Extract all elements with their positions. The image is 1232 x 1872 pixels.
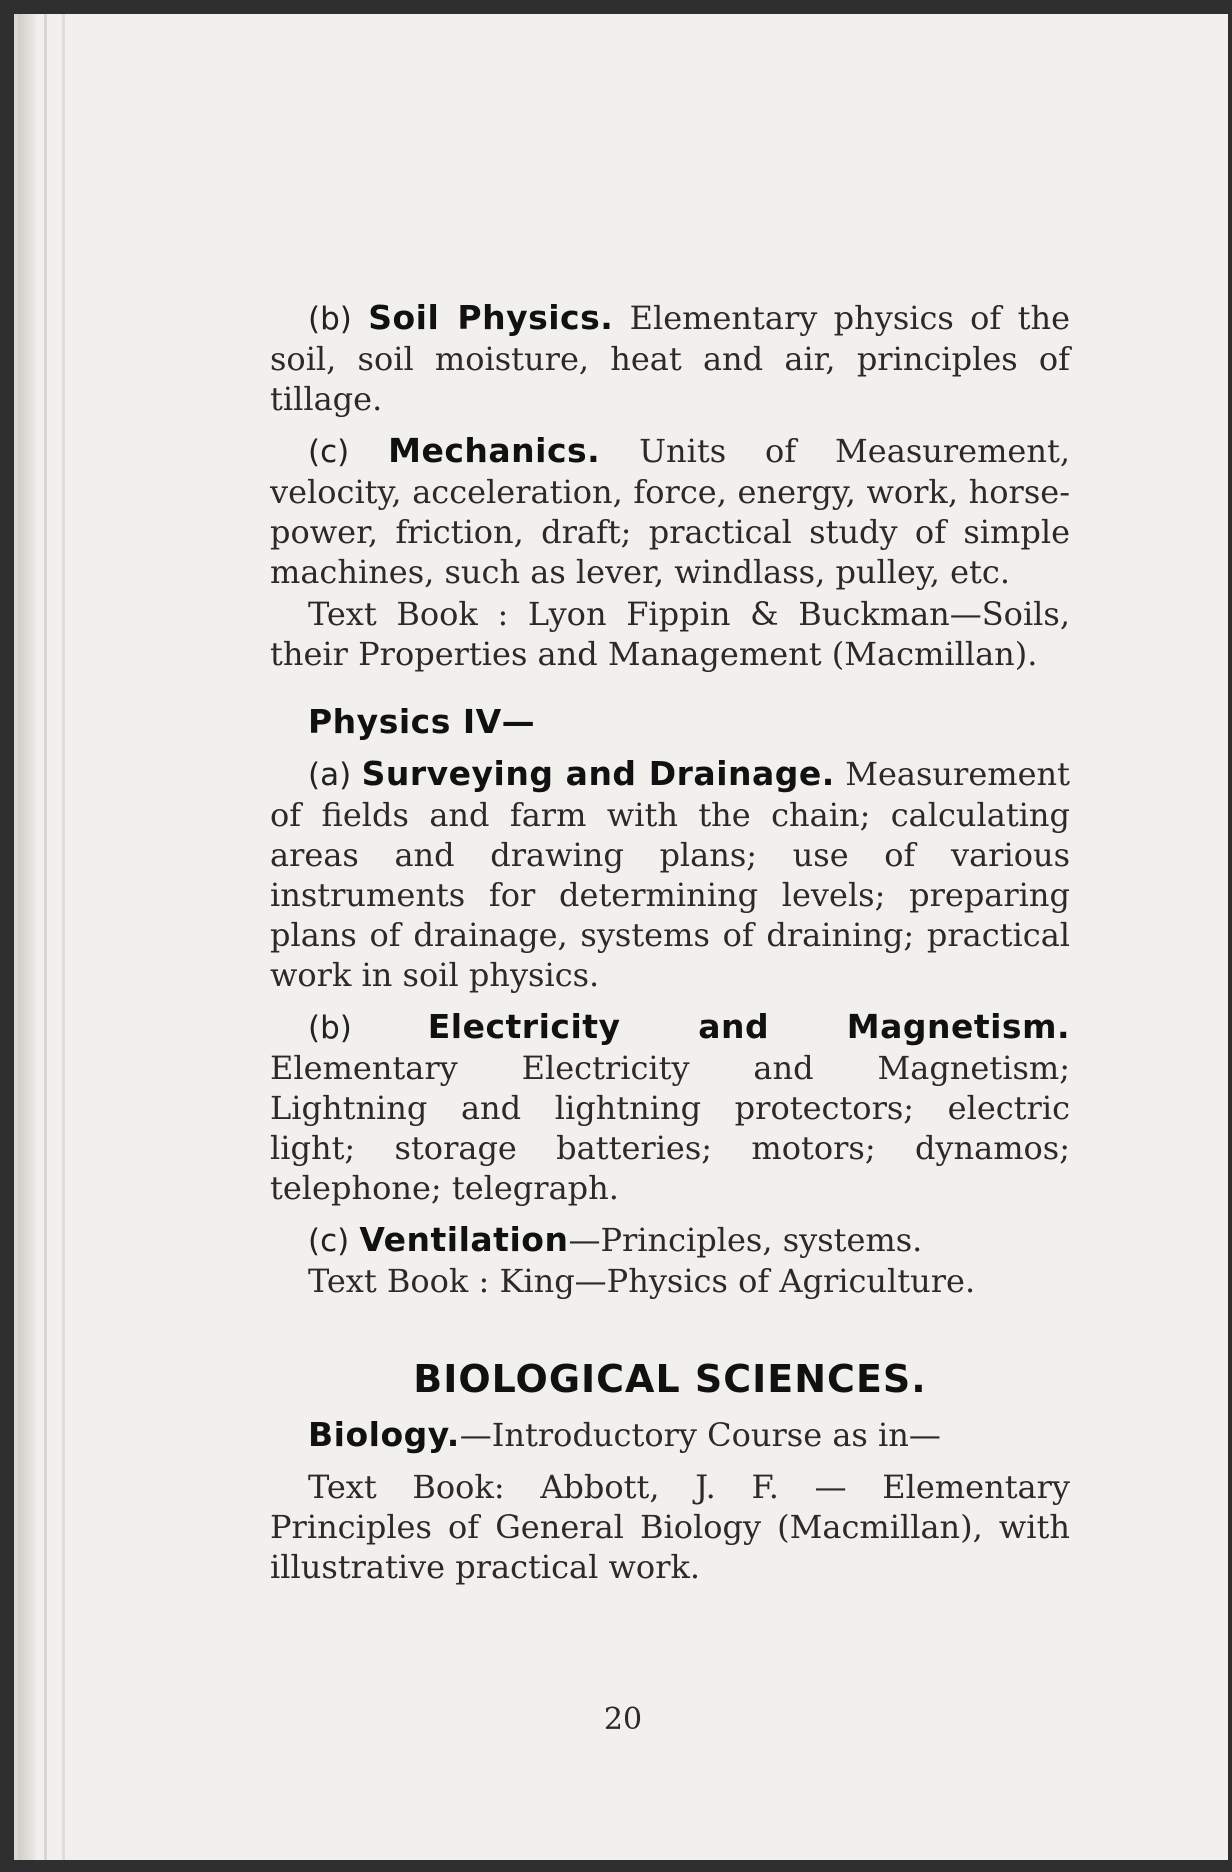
ventilation-text: —Principles, systems. [568,1221,923,1259]
soil-physics-text: Elementary physics of the soil, soil moisture, heat and air, principles of tillage. [270,299,1071,418]
surveying-text: Measurement of fields and farm with the chain; calculating areas and drawing plans; use of various instruments for determining levels; preparing plans of drainage, systems of draining; practical work in soil physics. [270,755,1071,994]
surveying-heading: Surveying and Drainage. [361,754,835,793]
ventilation-heading: Ventilation [359,1220,569,1259]
physics-iv-heading: Physics IV— [308,702,536,741]
electricity-heading: Electricity and Magnetism. [427,1007,1070,1046]
electricity-paragraph [270,1007,1070,1208]
page-number: 20 [603,1702,643,1737]
page-edge [18,14,36,1860]
item-tag: (a) [308,757,352,793]
biology-heading: Biology. [308,1415,460,1454]
biology-paragraph [270,1415,1070,1455]
page-edge-line [44,14,47,1860]
page-text [270,298,1070,1599]
textbook-physics: Text Book : King—Physics of Agriculture. [308,1262,976,1300]
item-tag: (c) [308,434,350,470]
item-tag: (c) [308,1223,350,1259]
book-page [14,14,1228,1860]
textbook-soils: Text Book : Lyon Fippin & Buckman—Soils, their Properties and Management (Macmillan). [270,595,1070,673]
item-tag: (b) [308,301,352,337]
textbook-biology: Text Book: Abbott, J. F. — Elementary Principles of General Biology (Macmillan), with illustrative practical work. [270,1468,1070,1586]
electricity-text: Elementary Electricity and Magnetism; Lightning and lightning protectors; electric light; storage batteries; motors; dynamos; telephone; telegraph. [270,1049,1070,1207]
item-tag: (b) [308,1010,352,1046]
surveying-paragraph [270,754,1070,995]
soil-physics-paragraph [270,298,1070,419]
mechanics-heading: Mechanics. [388,431,601,470]
mechanics-paragraph [270,431,1070,592]
soil-physics-heading: Soil Physics. [368,298,614,337]
mechanics-text: Units of Measurement, velocity, acceleration, force, energy, work, horse-power, friction, draft; practical study of simple machines, such as lever, windlass, pulley, etc. [270,432,1070,591]
biological-sciences-title: BIOLOGICAL SCIENCES. [413,1357,927,1401]
ventilation-paragraph [270,1220,1070,1261]
page-edge-line [62,14,65,1860]
biology-text: —Introductory Course as in— [459,1416,941,1454]
